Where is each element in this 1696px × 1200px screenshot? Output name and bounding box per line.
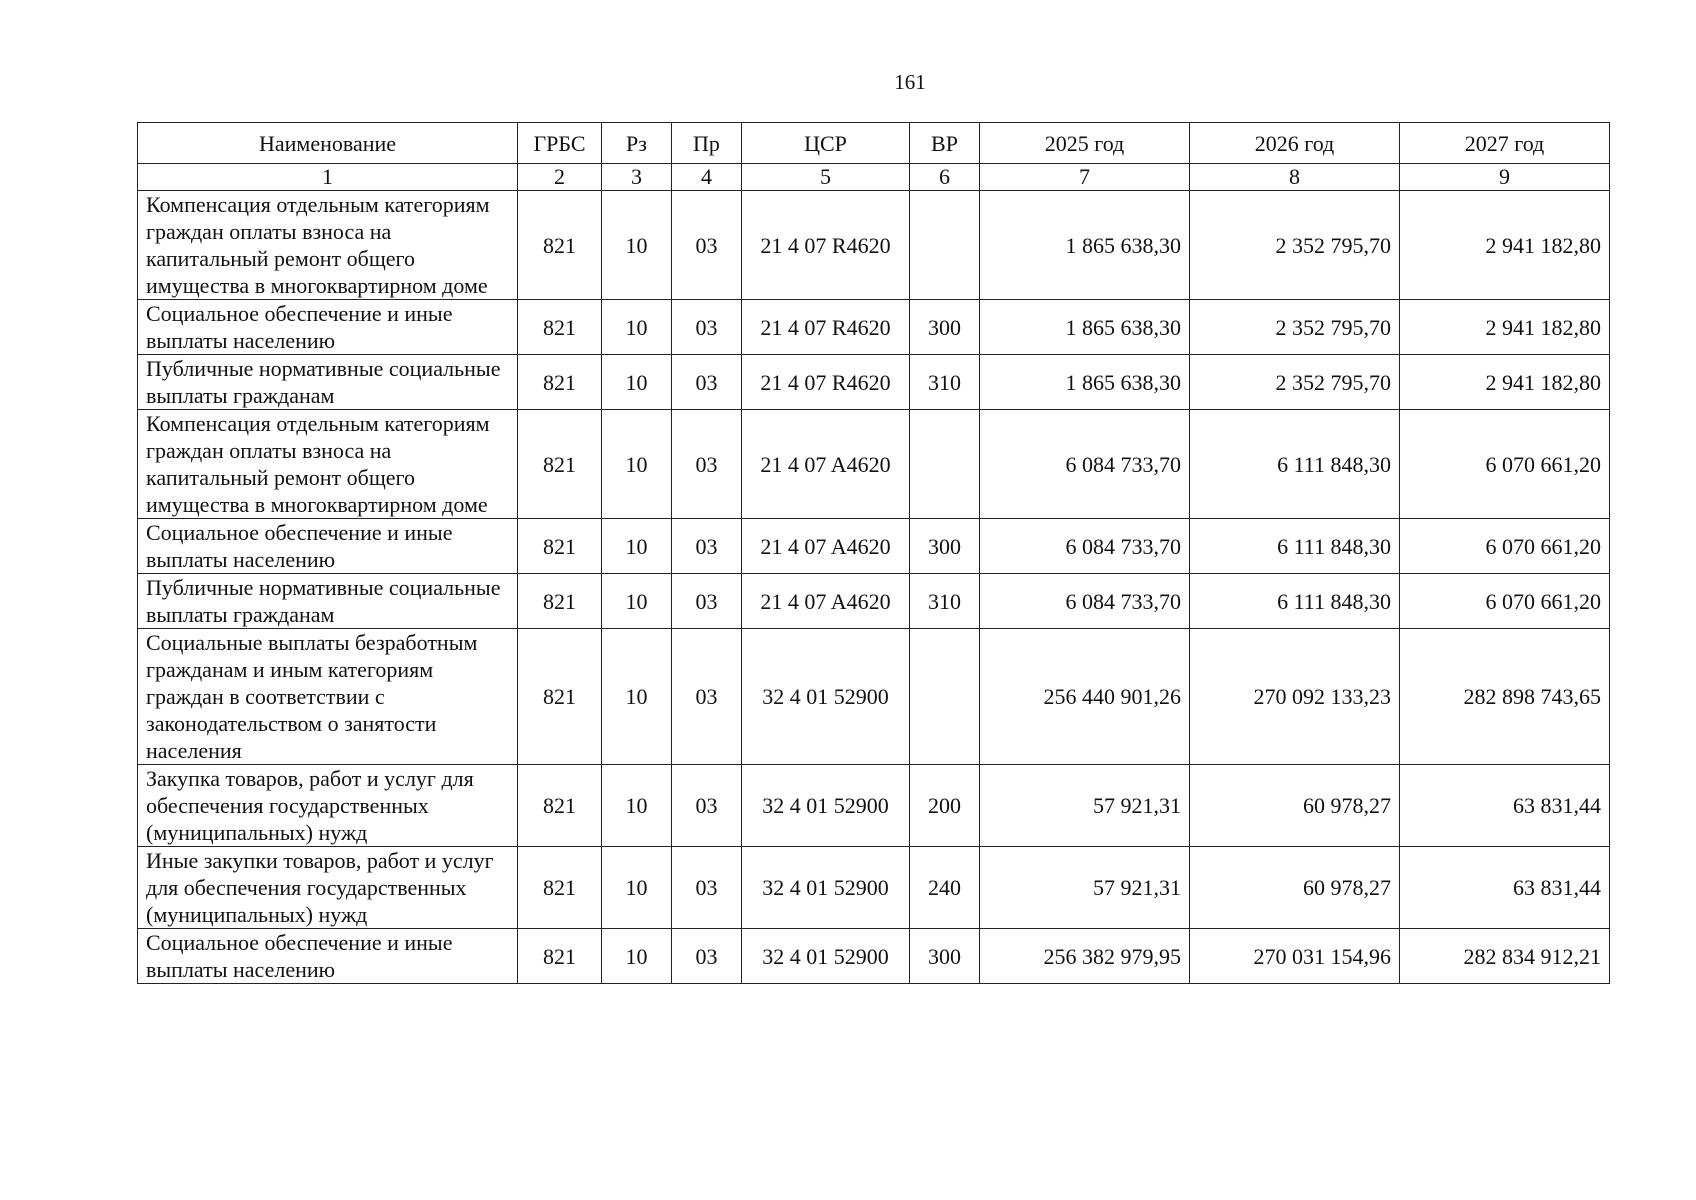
row-amount-2027: 63 831,44 [1400,765,1610,847]
table-row [138,519,1610,574]
row-amount-2025: 6 084 733,70 [980,410,1190,519]
row-grbs: 821 [518,191,602,300]
row-vr [910,410,980,519]
row-amount-2025: 256 440 901,26 [980,629,1190,765]
row-vr: 240 [910,847,980,929]
row-amount-2027: 282 898 743,65 [1400,629,1610,765]
row-amount-2025: 1 865 638,30 [980,355,1190,410]
row-amount-2026: 270 031 154,96 [1190,929,1400,984]
row-amount-2025: 1 865 638,30 [980,300,1190,355]
header-grbs: ГРБС [518,123,602,164]
row-csr: 21 4 07 R4620 [742,300,910,355]
row-rz: 10 [602,765,672,847]
row-name: Социальное обеспечение и иные выплаты населению [138,929,518,984]
header-2025: 2025 год [980,123,1190,164]
table-row [138,191,1610,300]
row-csr: 32 4 01 52900 [742,929,910,984]
row-grbs: 821 [518,519,602,574]
row-csr: 32 4 01 52900 [742,629,910,765]
row-vr: 300 [910,929,980,984]
column-number: 2 [518,164,602,191]
row-amount-2027: 6 070 661,20 [1400,519,1610,574]
row-vr [910,191,980,300]
row-amount-2027: 2 941 182,80 [1400,300,1610,355]
row-amount-2026: 60 978,27 [1190,847,1400,929]
row-name: Закупка товаров, работ и услуг для обеспечения государственных (муниципальных) нужд [138,765,518,847]
table-row [138,355,1610,410]
row-pr: 03 [672,574,742,629]
page-number: 161 [894,70,926,94]
row-pr: 03 [672,765,742,847]
table-header-row [138,123,1610,164]
column-number: 6 [910,164,980,191]
header-vr: ВР [910,123,980,164]
row-csr: 32 4 01 52900 [742,765,910,847]
row-amount-2026: 2 352 795,70 [1190,355,1400,410]
row-rz: 10 [602,300,672,355]
row-csr: 21 4 07 A4620 [742,574,910,629]
row-csr: 32 4 01 52900 [742,847,910,929]
row-amount-2025: 6 084 733,70 [980,574,1190,629]
row-grbs: 821 [518,574,602,629]
row-grbs: 821 [518,765,602,847]
row-rz: 10 [602,355,672,410]
row-amount-2027: 6 070 661,20 [1400,574,1610,629]
row-amount-2026: 2 352 795,70 [1190,191,1400,300]
row-vr: 200 [910,765,980,847]
row-amount-2026: 6 111 848,30 [1190,574,1400,629]
row-grbs: 821 [518,847,602,929]
row-amount-2026: 60 978,27 [1190,765,1400,847]
row-name: Социальные выплаты безработным гражданам и иным категориям граждан в соответствии с законодательством о занятости населения [138,629,518,765]
row-name: Компенсация отдельным категориям граждан оплаты взноса на капитальный ремонт общего имущества в многоквартирном доме [138,410,518,519]
row-name: Публичные нормативные социальные выплаты гражданам [138,574,518,629]
column-number-row [138,164,1610,191]
row-amount-2026: 6 111 848,30 [1190,410,1400,519]
row-grbs: 821 [518,355,602,410]
header-name: Наименование [138,123,518,164]
header-csr: ЦСР [742,123,910,164]
table-row [138,847,1610,929]
table-row [138,929,1610,984]
row-name: Публичные нормативные социальные выплаты гражданам [138,355,518,410]
row-rz: 10 [602,574,672,629]
row-vr [910,629,980,765]
row-pr: 03 [672,929,742,984]
table-body [138,191,1610,984]
row-vr: 310 [910,355,980,410]
table-row [138,574,1610,629]
row-pr: 03 [672,519,742,574]
row-pr: 03 [672,629,742,765]
row-amount-2027: 2 941 182,80 [1400,191,1610,300]
header-2026: 2026 год [1190,123,1400,164]
row-pr: 03 [672,300,742,355]
row-vr: 300 [910,519,980,574]
table-row [138,300,1610,355]
row-rz: 10 [602,519,672,574]
row-amount-2026: 6 111 848,30 [1190,519,1400,574]
row-pr: 03 [672,355,742,410]
row-rz: 10 [602,191,672,300]
row-name: Компенсация отдельным категориям граждан оплаты взноса на капитальный ремонт общего имущества в многоквартирном доме [138,191,518,300]
row-amount-2026: 2 352 795,70 [1190,300,1400,355]
row-pr: 03 [672,191,742,300]
row-rz: 10 [602,847,672,929]
row-csr: 21 4 07 A4620 [742,519,910,574]
column-number: 3 [602,164,672,191]
header-pr: Пр [672,123,742,164]
row-amount-2025: 57 921,31 [980,847,1190,929]
column-number: 9 [1400,164,1610,191]
row-amount-2025: 256 382 979,95 [980,929,1190,984]
row-grbs: 821 [518,410,602,519]
column-number: 1 [138,164,518,191]
row-name: Социальное обеспечение и иные выплаты населению [138,300,518,355]
row-name: Иные закупки товаров, работ и услуг для обеспечения государственных (муниципальных) нужд [138,847,518,929]
column-number: 7 [980,164,1190,191]
row-pr: 03 [672,410,742,519]
row-vr: 300 [910,300,980,355]
row-csr: 21 4 07 A4620 [742,410,910,519]
row-amount-2027: 6 070 661,20 [1400,410,1610,519]
row-grbs: 821 [518,300,602,355]
row-amount-2027: 2 941 182,80 [1400,355,1610,410]
row-name: Социальное обеспечение и иные выплаты населению [138,519,518,574]
header-rz: Рз [602,123,672,164]
column-number: 5 [742,164,910,191]
row-grbs: 821 [518,929,602,984]
row-rz: 10 [602,629,672,765]
column-number: 4 [672,164,742,191]
row-amount-2025: 1 865 638,30 [980,191,1190,300]
row-rz: 10 [602,929,672,984]
row-amount-2026: 270 092 133,23 [1190,629,1400,765]
row-amount-2025: 57 921,31 [980,765,1190,847]
row-pr: 03 [672,847,742,929]
column-number: 8 [1190,164,1400,191]
table-row [138,765,1610,847]
row-rz: 10 [602,410,672,519]
row-grbs: 821 [518,629,602,765]
table-row [138,629,1610,765]
row-amount-2025: 6 084 733,70 [980,519,1190,574]
row-amount-2027: 63 831,44 [1400,847,1610,929]
table-row [138,410,1610,519]
header-2027: 2027 год [1400,123,1610,164]
row-csr: 21 4 07 R4620 [742,191,910,300]
budget-table [137,122,1610,984]
row-amount-2027: 282 834 912,21 [1400,929,1610,984]
row-csr: 21 4 07 R4620 [742,355,910,410]
row-vr: 310 [910,574,980,629]
